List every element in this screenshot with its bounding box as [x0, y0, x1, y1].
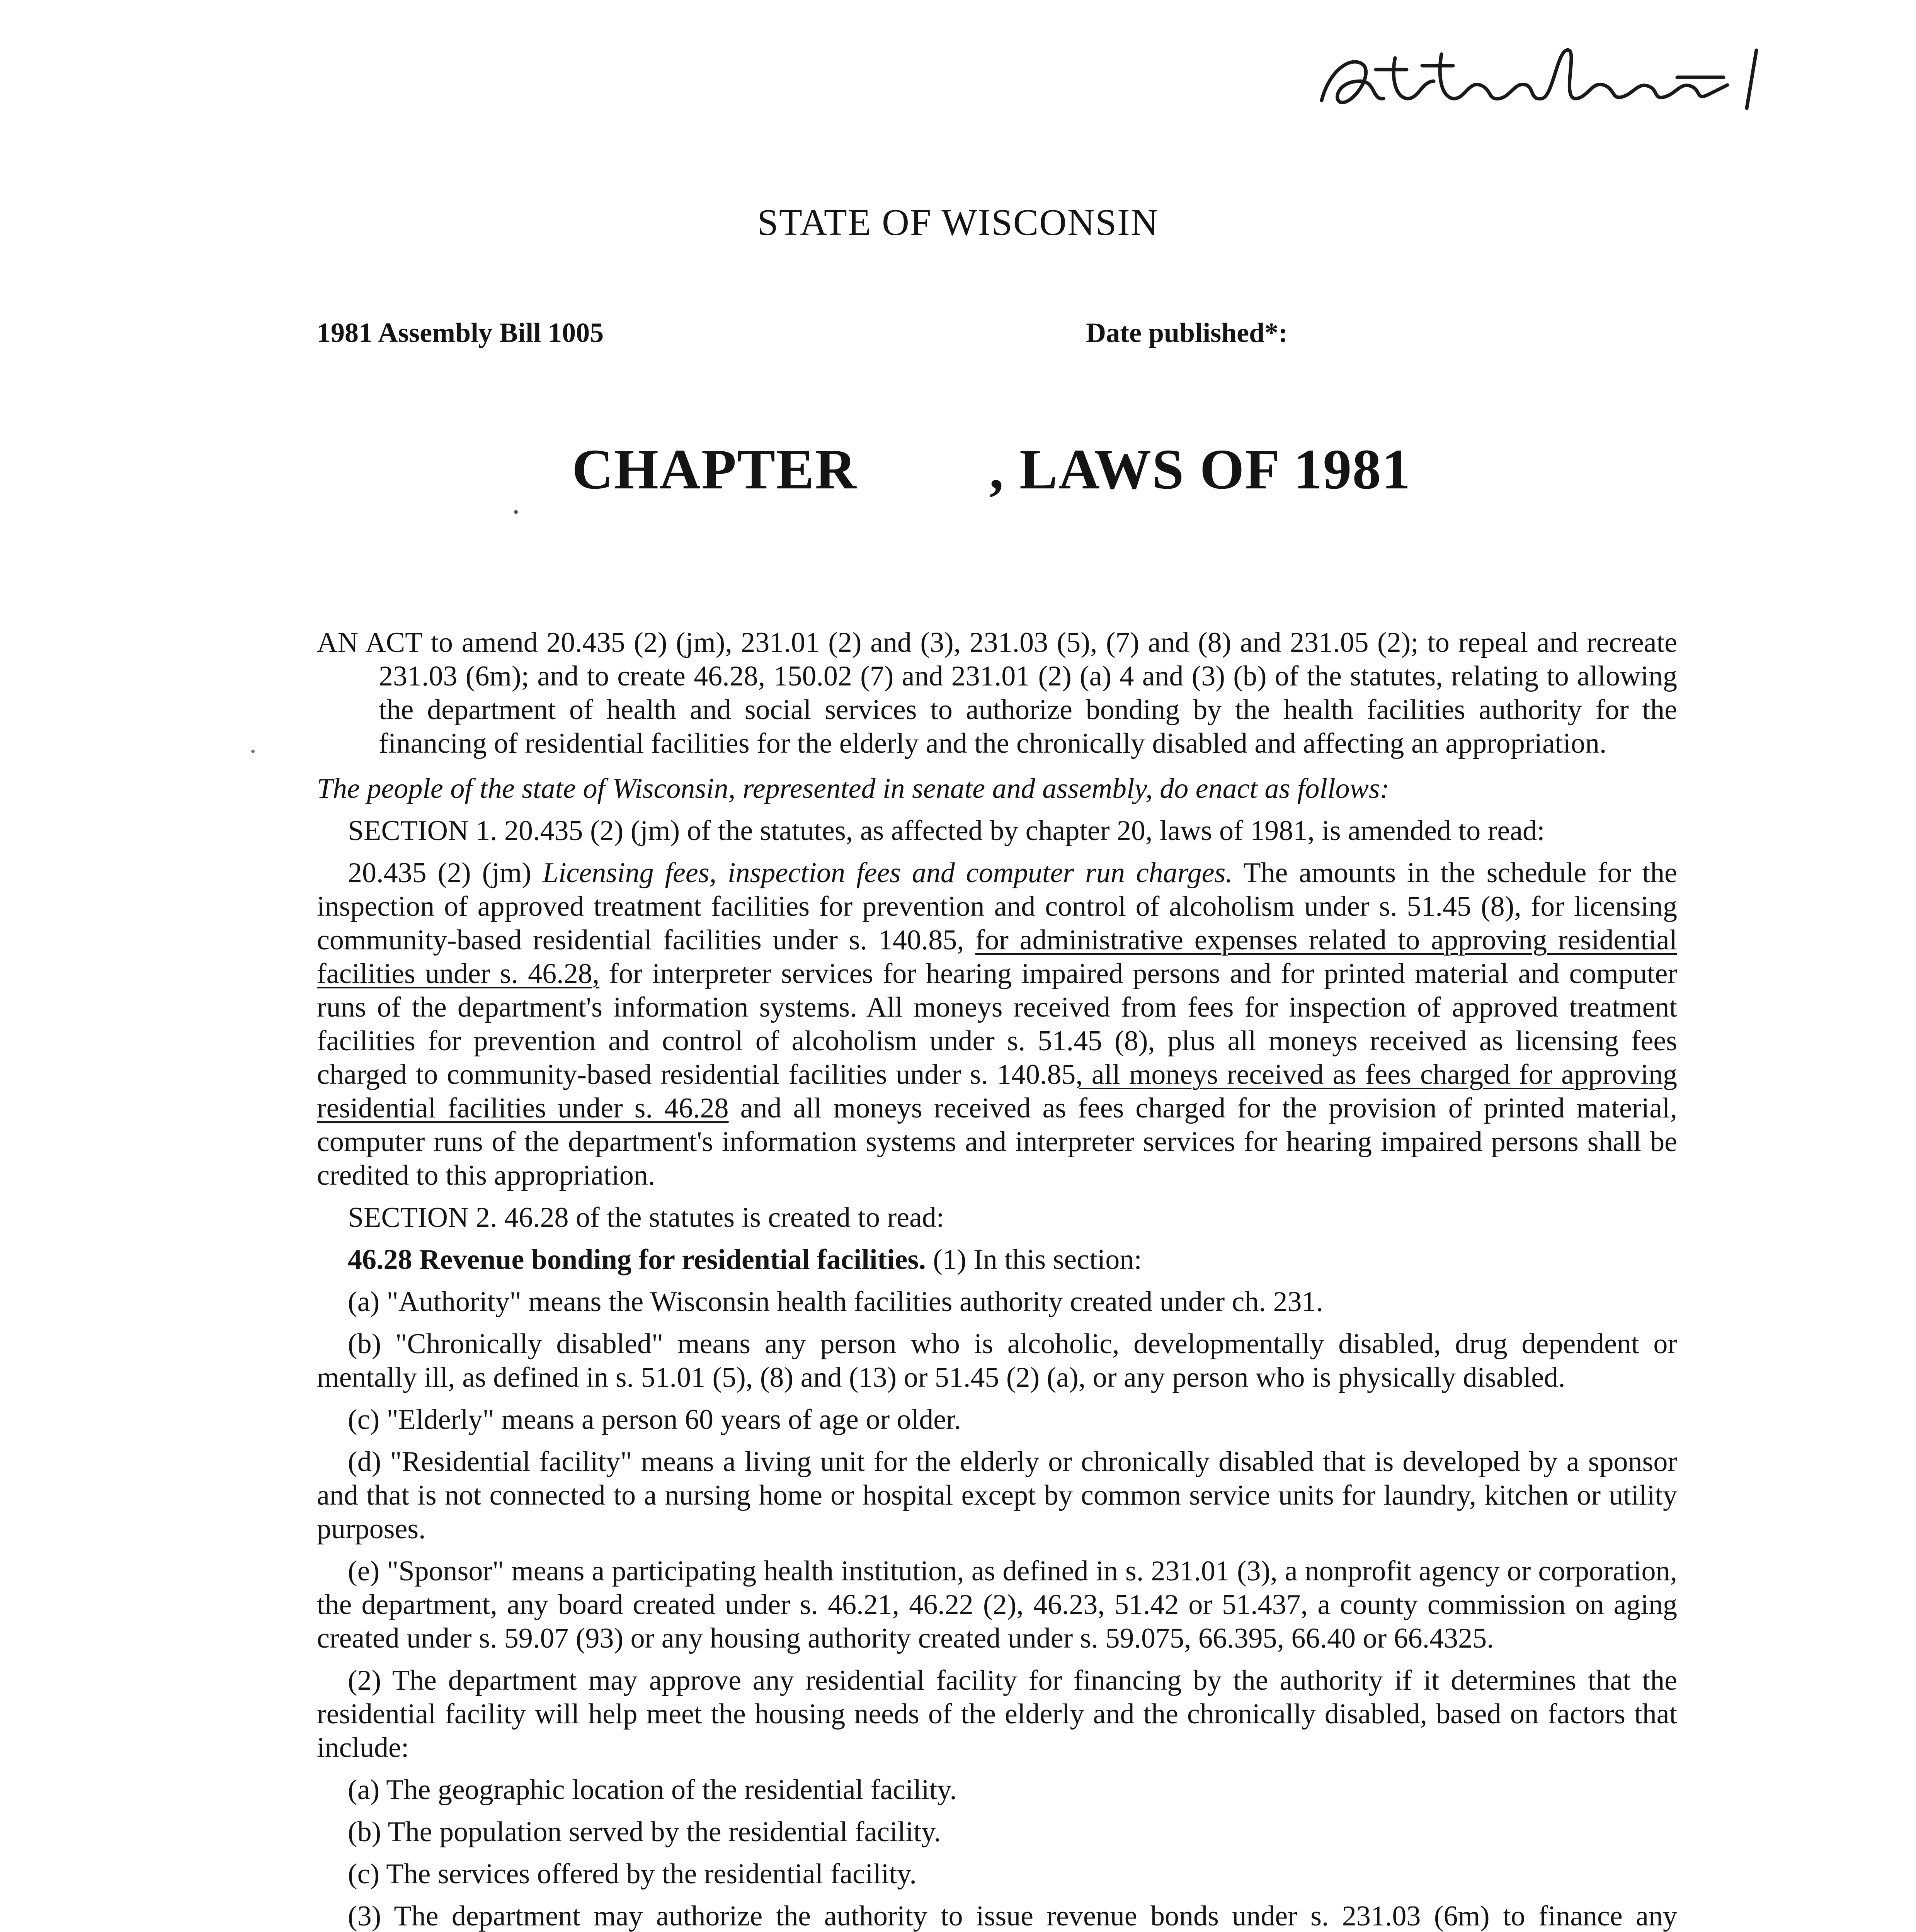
bill-number: 1981 Assembly Bill 1005: [317, 317, 604, 348]
subsection-3: (3) The department may authorize the authority to issue revenue bonds under s. 231.03 (6m) to finance any: [348, 1900, 1677, 1932]
statute-caption: Licensing fees, inspection fees and computer run charges.: [542, 857, 1233, 889]
section-1-heading: SECTION 1. 20.435 (2) (jm) of the statutes, as affected by chapter 20, laws of 1981, is amended to read:: [348, 815, 1545, 847]
statute-ref: 20.435 (2) (jm): [348, 857, 543, 889]
definition-a: (a) "Authority" means the Wisconsin health facilities authority created under ch. 231.: [348, 1286, 1324, 1318]
section-2-heading: SECTION 2. 46.28 of the statutes is created to read:: [348, 1202, 944, 1233]
scan-speck: [514, 510, 518, 514]
handwriting-signature-icon: [1306, 23, 1770, 124]
statute-text: for interpreter services for hearing impaired persons and for printed material and computer runs of the department's information systems. All moneys received from fees for inspection of approved treatment facilities for prevention and control of alcoholism under s. 51.45 (8), plus all moneys received as licensing fees charged to community-based residential facilities under s. 140.85: [317, 958, 1677, 1090]
act-title-paragraph: AN ACT to amend 20.435 (2) (jm), 231.01 (2) and (3), 231.03 (5), (7) and (8) and 231.05 (2); to repeal and recreate 231.03 (6m); and to create 46.28, 150.02 (7) and 231.01 (2) (a) 4 and (3) (b) of the statutes, relating to allowing the department of health and social services to authorize bonding by the health facilities authority for the financing of residential facilities for the elderly and the chronically disabled and affecting an appropriation.: [317, 627, 1677, 759]
definition-b: (b) "Chronically disabled" means any person who is alcoholic, developmentally disabled, drug dependent or mentally ill, as defined in s. 51.01 (5), (8) and (13) or 51.45 (2) (a), or any person who is physically disabled.: [317, 1328, 1677, 1393]
definition-d: (d) "Residential facility" means a living unit for the elderly or chronically disabled that is developed by a sponsor and that is not connected to a nursing home or hospital except by common service units for laundry, kitchen or utility purposes.: [317, 1446, 1677, 1545]
scan-speck: [251, 750, 255, 753]
underlined-insertion: for administrative expenses related to approving residential facilities under s. 46.28,: [317, 924, 1677, 990]
section-2-title-rest: (1) In this section:: [926, 1244, 1142, 1276]
subsection-2: (2) The department may approve any residential facility for financing by the authority if it determines that the residential facility will help meet the housing needs of the elderly and the chronically disabled, based on factors that include:: [317, 1665, 1677, 1764]
chapter-heading: CHAPTER: [572, 438, 857, 501]
handwritten-attachment-annotation: [1306, 23, 1770, 124]
statute-text: The amounts in the schedule for the inspection of approved treatment facilities for prevention and control of alcoholism under s. 51.45 (8), for licensing community-based residential facilities under s. 140.85,: [317, 857, 1677, 956]
section-1-text: [317, 856, 1677, 1192]
statute-text: and all moneys received as fees charged for the provision of printed material, computer runs of the department's information systems and interpreter services for hearing impaired persons shall be credited to this appropriation.: [317, 1092, 1677, 1191]
bill-body: [317, 626, 1677, 1932]
enacting-clause: The people of the state of Wisconsin, represented in senate and assembly, do enact as follows:: [317, 773, 1390, 804]
section-2-title-bold: 46.28 Revenue bonding for residential facilities.: [348, 1244, 926, 1276]
laws-of-heading: , LAWS OF 1981: [989, 438, 1411, 501]
subsection-2a: (a) The geographic location of the residential facility.: [348, 1774, 957, 1806]
subsection-2c: (c) The services offered by the residential facility.: [348, 1858, 917, 1890]
date-published-label: Date published*:: [1086, 317, 1288, 348]
underlined-insertion: , all moneys received as fees charged for approving residential facilities under s. 46.28: [317, 1059, 1677, 1124]
state-title: STATE OF WISCONSIN: [757, 202, 1159, 243]
definition-c: (c) "Elderly" means a person 60 years of age or older.: [348, 1404, 961, 1435]
section-2-title: [317, 1243, 1677, 1277]
definition-e: (e) "Sponsor" means a participating health institution, as defined in s. 231.01 (3), a nonprofit agency or corporation, the department, any board created under s. 46.21, 46.22 (2), 46.23, 51.42 or 51.437, a county commission on aging created under s. 59.07 (93) or any housing authority created under s. 59.075, 66.395, 66.40 or 66.4325.: [317, 1555, 1677, 1654]
subsection-2b: (b) The population served by the residential facility.: [348, 1816, 941, 1848]
